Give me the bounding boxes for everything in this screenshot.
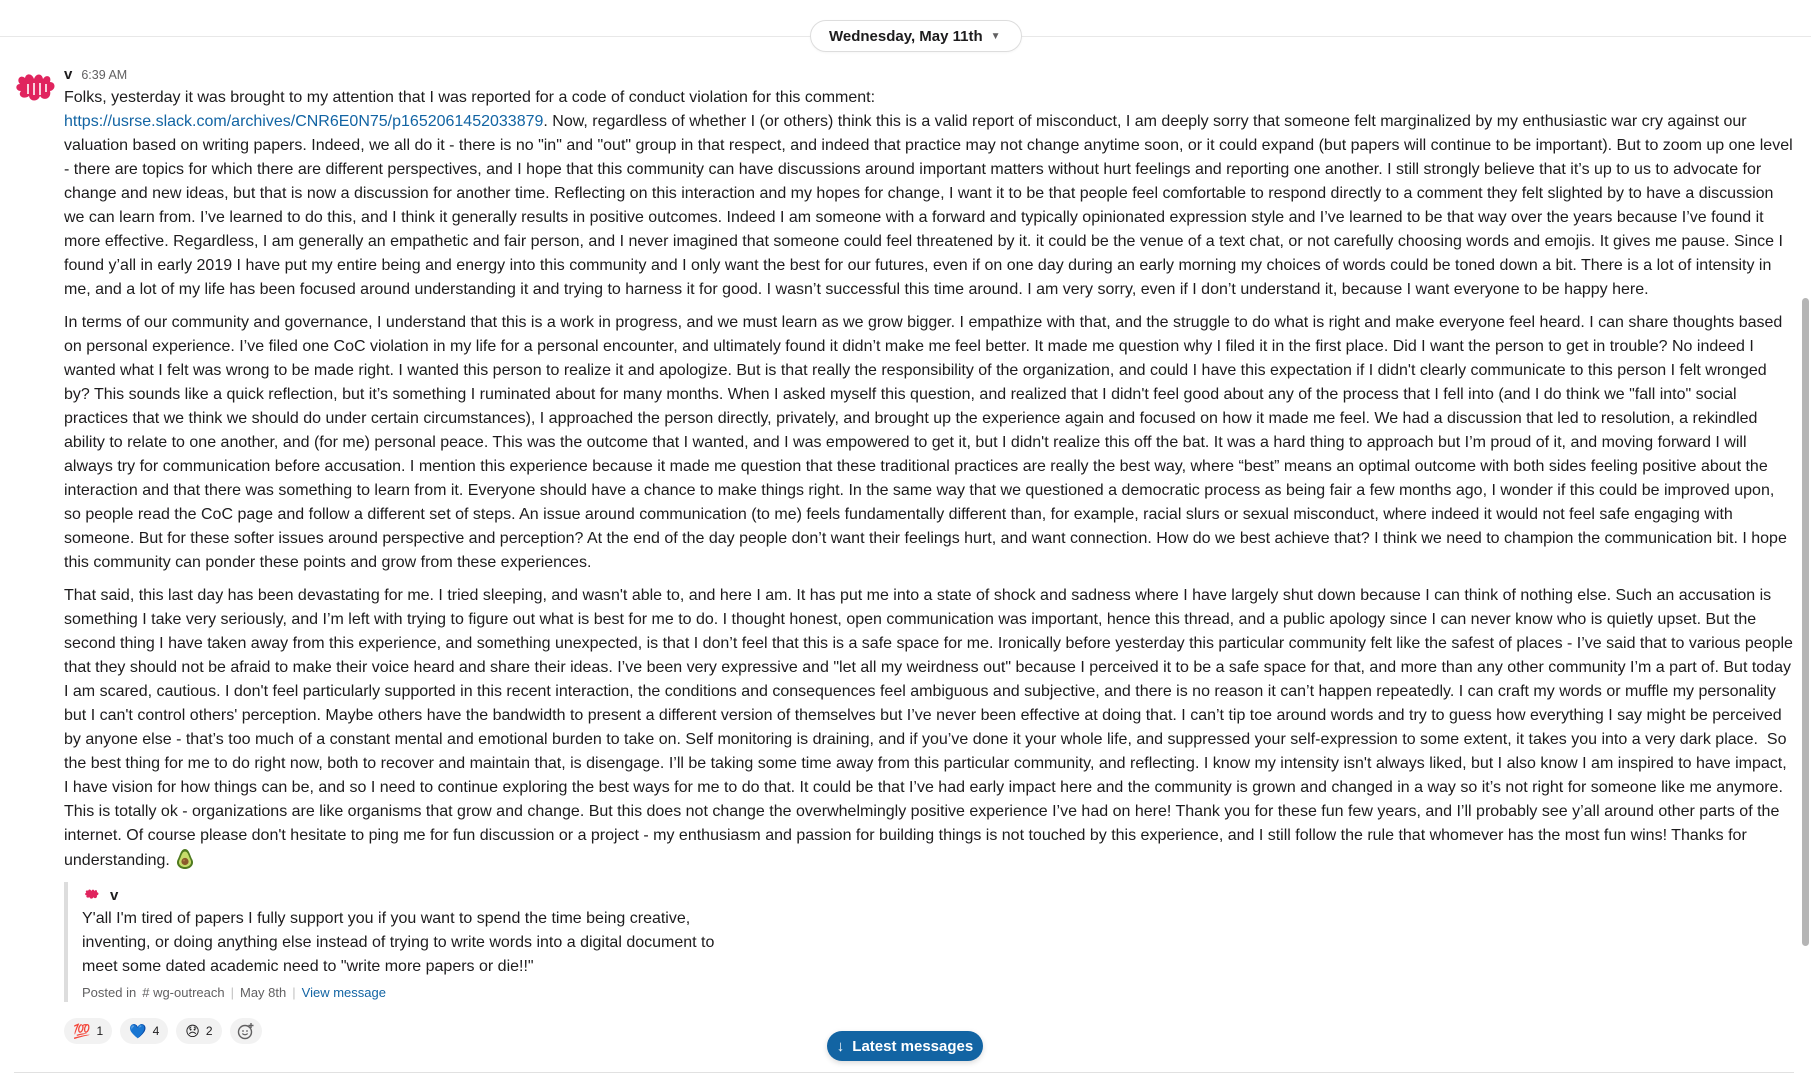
arrow-down-icon: ↓ xyxy=(836,1037,845,1055)
message-header xyxy=(64,66,1794,86)
reaction-count: 2 xyxy=(205,1024,213,1038)
scrollbar[interactable] xyxy=(1799,0,1811,1079)
date-label: Wednesday, May 11th xyxy=(829,27,983,45)
date-divider-button[interactable] xyxy=(810,20,1022,52)
footer-separator: | xyxy=(230,985,234,1000)
user-avatar[interactable] xyxy=(14,70,58,110)
quoted-author[interactable]: v xyxy=(110,886,119,904)
posted-in-label: Posted in xyxy=(82,985,137,1000)
message-link[interactable]: https://usrse.slack.com/archives/CNR6E0N75/p1652061452033879 xyxy=(64,113,544,130)
avocado-emoji-icon xyxy=(174,848,196,870)
latest-messages-label: Latest messages xyxy=(852,1037,974,1055)
scrollbar-thumb[interactable] xyxy=(1802,298,1809,946)
channel-hash-icon: # xyxy=(142,985,150,1000)
message xyxy=(64,66,1798,1044)
add-reaction-button[interactable] xyxy=(230,1018,262,1044)
channel-link[interactable] xyxy=(142,985,224,1000)
chevron-down-icon: ▼ xyxy=(990,30,1001,42)
disappointed-face-icon: 😞 xyxy=(185,1023,200,1039)
footer-separator: | xyxy=(292,985,296,1000)
quoted-message-header xyxy=(82,884,722,906)
reaction-count: 1 xyxy=(96,1024,104,1038)
composer-divider xyxy=(14,1072,1794,1073)
view-message-link[interactable]: View message xyxy=(301,985,386,1000)
channel-name: wg-outreach xyxy=(153,985,225,1000)
quoted-message[interactable] xyxy=(64,882,722,1002)
message-paragraph-2: In terms of our community and governance, I understand that this is a work in progress, and we must learn as we grow bigger. I empathize with that, and the struggle to do what is right and make everyone feel heard. I can share thoughts based on personal experience. I’ve filed one CoC violation in my life for a personal encounter, and ultimately found it didn’t make me feel better. It made me question why I filed it in the first place. Did I want the person to get in trouble? No indeed I wanted what I felt was wrong to be made right. I wanted this person to realize it and apologize. But is that really the responsibility of the organization, and could I have this expectation if I didn't clearly communicate to this person I felt wronged by? This sounds like a quick reflection, but it’s something I ruminated about for many months. When I asked myself this question, and realized that I didn't feel good about any of the process that I fell into (and I do think we "fall into" social practices that we think we should do under certain circumstances), I approached the person directly, privately, and brought up the experience again and focused on how it made me feel. We had a discussion that led to resolution, a rekindled ability to relate to one another, and (for me) personal peace. This was the outcome that I wanted, and I was empowered to get it, but I didn't realize this off the bat. It was a hard thing to approach but I’m proud of it, and moving forward I will always try for communication before accusation. I mention this experience because it made me question that these traditional practices are really the best way, where “best” means an optimal outcome with both sides feeling positive about the interaction and that there was something to learn from it. Everyone should have a chance to make things right. In the same way that we questioned a democratic process as being fair a few months ago, I wonder if this could be improved upon, so people read the CoC page and follow a different set of steps. An issue around communication (to me) feels fundamentally different than, for example, racial slurs or sexual misconduct, where indeed it would not feel safe engaging with someone. But for these softer issues around perspective and perception? At the end of the day people don’t want their feelings hurt, and want connection. How do we best achieve that? I think we need to champion the communication bit. I hope this community can ponder these points and grow from these experiences. xyxy=(64,314,1792,571)
message-paragraph-3 xyxy=(64,584,1798,873)
quoted-text: Y'all I'm tired of papers I fully support you if you want to spend the time being creative, inventing, or doing anything else instead of trying to write words into a digital document to meet some dated academic need to "write more papers or die!!" xyxy=(82,910,715,975)
quoted-date: May 8th xyxy=(240,985,287,1000)
quoted-avatar xyxy=(82,888,102,902)
reaction-disappointed[interactable] xyxy=(176,1018,221,1044)
reaction-blue-heart[interactable] xyxy=(120,1018,168,1044)
hundred-points-icon: 💯 xyxy=(73,1023,91,1039)
message-timestamp[interactable]: 6:39 AM xyxy=(81,68,128,82)
quoted-footer xyxy=(82,985,722,1000)
add-reaction-icon xyxy=(237,1022,255,1040)
latest-messages-button[interactable] xyxy=(827,1031,983,1061)
paragraph-3-body: That said, this last day has been devastating for me. I tried sleeping, and wasn't able to, and here I am. It has put me into a state of shock and sadness where I have largely shut down because I can think of nothing else. Such an accusation is something I take very seriously, and I’m left with trying to figure out what is best for me to do. I thought honest, open communication was important, hence this thread, and a public apology since I can never know who is quietly upset. But the second thing I have taken away from this experience, and something unexpected, is that I don’t feel that this is a safe space for me. Ironically before yesterday this particular community felt like the safest of places - I’ve said that to various people that they should not be afraid to make their voice heard and share their ideas. I’ve been very expressive and "let all my weirdness out" because I perceived it to be a safe space for that, and more than any other community I’m a part of. But today I am scared, cautious. I don't feel particularly supported in this recent interaction, the conditions and consequences feel ambiguous and subjective, and there is no reason it can’t happen repeatedly. I can craft my words or muffle my personality but I can't control others' perception. Maybe others have the bandwidth to present a different version of themselves but I’ve never been effective at doing that. I can’t tip toe around words and try to guess how everything I say might be perceived by anyone else - that’s too much of a constant mental and emotional burden to take on. Self monitoring is draining, and if you’ve done it your whole life, and suppressed your self-expression to some extent, it takes you into a very dark place. So the best thing for me to do right now, both to recover and maintain that, is disengage. I’ll be taking some time away from this particular community, and reflecting. I know my intensity isn't always liked, but I also know I am inspired to have impact, I have vision for how things can be, and so I need to continue exploring the best ways for me to do that. It could be that I’ve had early impact here and the community is grown and changed in a way so it’s not right for someone like me anymore. This is totally ok - organizations are like organisms that grow and change. But this does not change the overwhelmingly positive experience I’ve had on here! Thank you for these fun few years, and I’ll probably see y’all around other parts of the internet. Of course please don't hesitate to ping me for fun discussion or a project - my enthusiasm and passion for building things is not touched by this experience, and I still follow the rule that whomever has the most fun wins! Thanks for understanding. xyxy=(64,587,1798,869)
blue-heart-icon: 💙 xyxy=(129,1023,147,1039)
reaction-hundred[interactable] xyxy=(64,1018,112,1044)
paragraph-1-body: . Now, regardless of whether I (or others) think this is a valid report of misconduct, I am deeply sorry that someone felt marginalized by my enthusiastic war cry against our valuation based on writing papers. Indeed, we all do it - there is no "in" and "out" group in that respect, and indeed that practice may not change anytime soon, or it could expand (but papers will continue to be important). But to zoom up one level - there are topics for which there are different perspectives, and I hope that this community can have discussions around important matters without hurt feelings and reporting one another. I still strongly believe that it’s up to us to advocate for change and new ideas, but that is now a discussion for another time. Reflecting on this interaction and my hopes for change, I want it to be that people feel comfortable to respond directly to a comment they felt slighted by to have a discussion we can learn from. I’ve learned to do this, and I think it generally results in positive outcomes. Indeed I am someone with a forward and typically opinionated expression style and I’ve learned to be that way over the years because I’ve found it more effective. Regardless, I am generally an empathetic and fair person, and I never imagined that someone could feel threatened by it. it could be the venue of a text chat, or not carefully choosing words and emojis. It gives me pause. Since I found y’all in early 2019 I have put my entire being and energy into this community and I only want the best for our futures, even if on one day during an early morning my choices of words could be toned down a bit. There is a lot of intensity in me, and a lot of my life has been focused around understanding it and trying to harness it for good. I wasn’t successful this time around. I am very sorry, even if I don’t understand it, because I want everyone to be happy here. xyxy=(64,113,1798,298)
message-paragraph-1 xyxy=(64,86,1798,302)
message-author[interactable]: v xyxy=(64,66,73,83)
reaction-count: 4 xyxy=(152,1024,160,1038)
paragraph-1-intro: Folks, yesterday it was brought to my attention that I was reported for a code of conduct violation for this comment: xyxy=(64,89,876,106)
